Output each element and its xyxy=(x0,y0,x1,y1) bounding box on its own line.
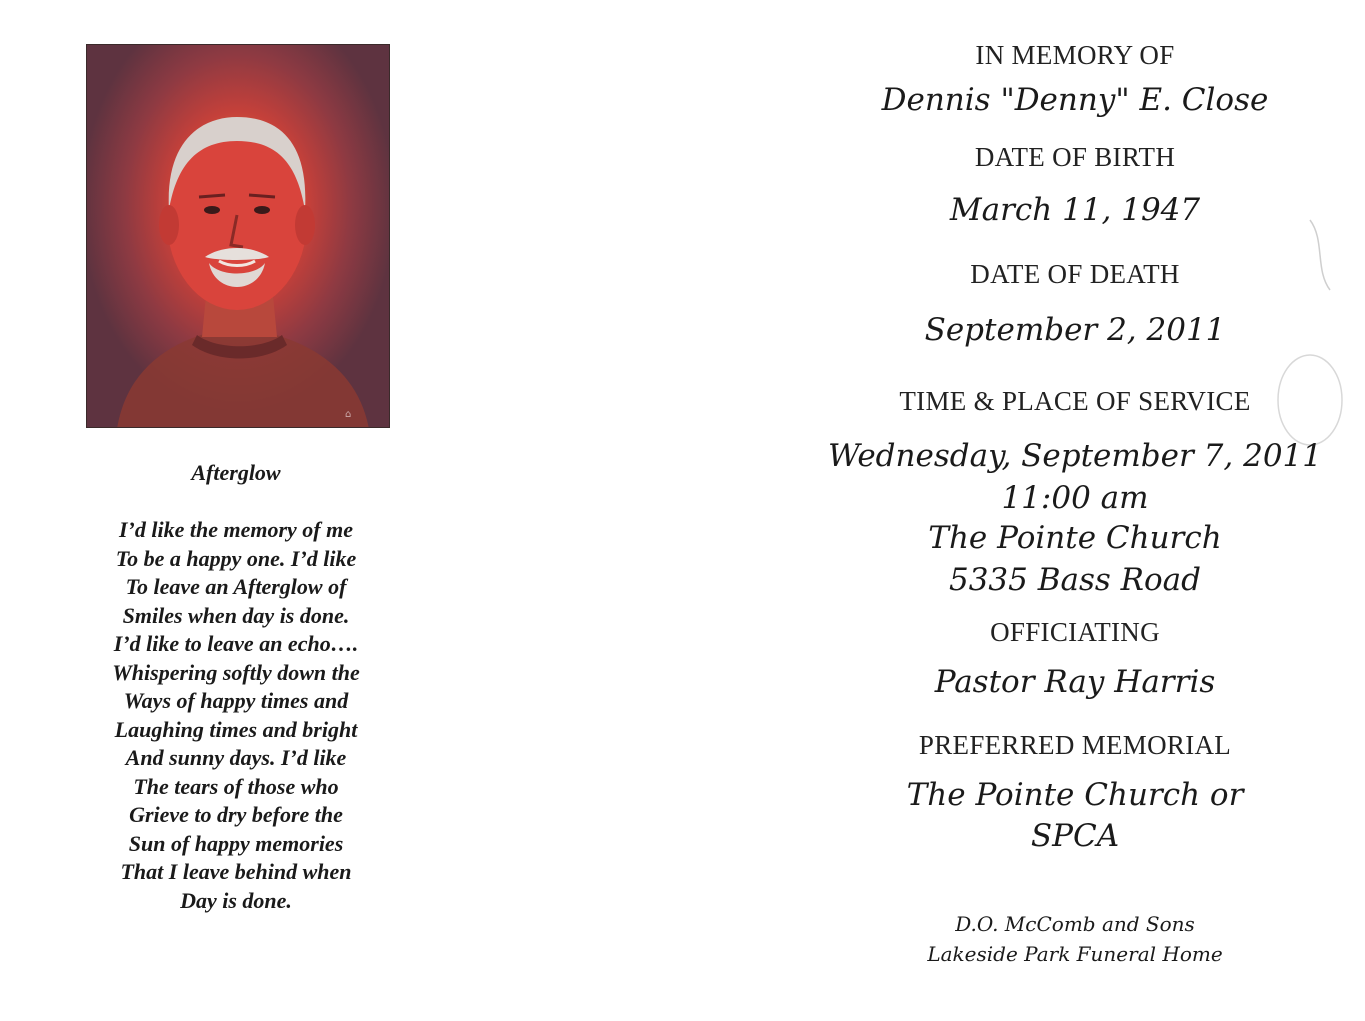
deceased-name: Dennis "Denny" E. Close xyxy=(881,82,1269,118)
in-memory-label: IN MEMORY OF xyxy=(975,40,1175,70)
poem-body xyxy=(60,516,412,915)
poem-line: That I leave behind when xyxy=(120,859,352,884)
officiating-label: OFFICIATING xyxy=(990,617,1160,647)
service-label: TIME & PLACE OF SERVICE xyxy=(899,386,1251,416)
poem-line: To be a happy one. I’d like xyxy=(115,545,357,571)
preferred-memorial-line2: SPCA xyxy=(1030,818,1120,854)
poem-line: Sun of happy memories xyxy=(128,830,344,856)
portrait-photo xyxy=(86,44,390,428)
death-date: September 2, 2011 xyxy=(924,312,1226,348)
poem-line: And sunny days. I’d like xyxy=(125,745,347,770)
service-address: 5335 Bass Road xyxy=(948,562,1201,598)
poem-line: Day is done. xyxy=(180,887,292,913)
poem-line: The tears of those who xyxy=(133,773,339,799)
service-date: Wednesday, September 7, 2011 xyxy=(828,438,1322,474)
death-label: DATE OF DEATH xyxy=(970,259,1180,289)
officiant-name: Pastor Ray Harris xyxy=(934,664,1216,700)
service-place: The Pointe Church xyxy=(928,520,1222,556)
poem-line: I’d like to leave an echo…. xyxy=(113,631,359,656)
birth-date: March 11, 1947 xyxy=(949,192,1201,228)
svg-text:⌂: ⌂ xyxy=(345,409,352,420)
poem-line: Whispering softly down the xyxy=(112,659,360,685)
poem-title: Afterglow xyxy=(191,460,281,485)
poem-line: Laughing times and bright xyxy=(114,716,358,742)
portrait-figure xyxy=(87,45,390,428)
preferred-memorial-label: PREFERRED MEMORIAL xyxy=(918,730,1232,760)
poem-line: I’d like the memory of me xyxy=(118,517,353,542)
poem-line: Grieve to dry before the xyxy=(129,802,343,827)
funeral-home-line2: Lakeside Park Funeral Home xyxy=(927,942,1223,966)
service-time: 11:00 am xyxy=(1001,480,1149,516)
poem-line: To leave an Afterglow of xyxy=(125,574,347,599)
poem-line: Ways of happy times and xyxy=(123,688,349,713)
birth-label: DATE OF BIRTH xyxy=(974,142,1176,172)
funeral-home-line1: D.O. McComb and Sons xyxy=(955,912,1195,936)
poem-line: Smiles when day is done. xyxy=(122,602,350,628)
preferred-memorial-line1: The Pointe Church or xyxy=(906,777,1244,813)
